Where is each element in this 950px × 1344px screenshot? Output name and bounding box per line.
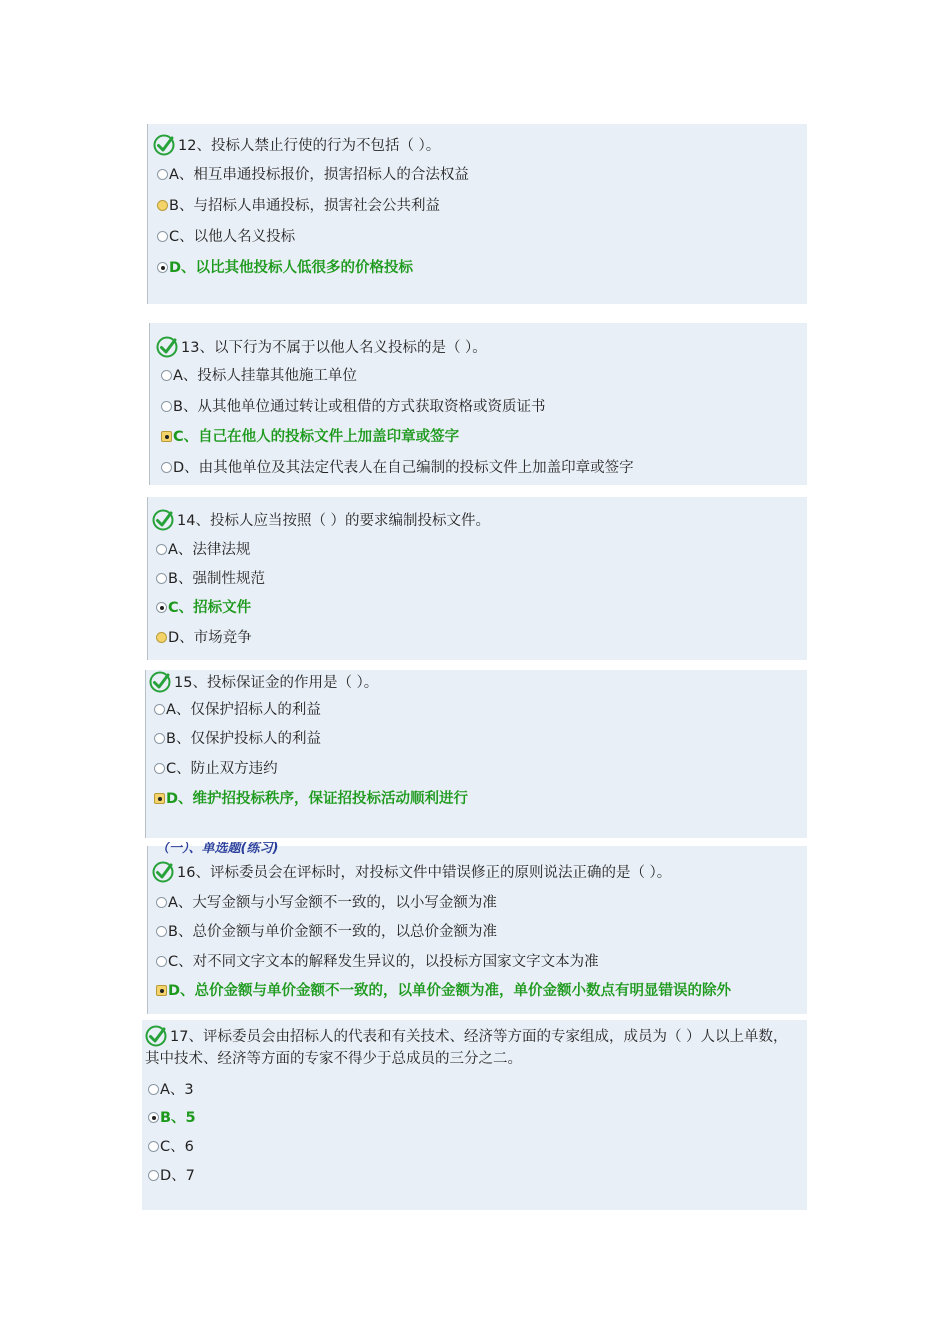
question-block-13	[149, 323, 807, 485]
check-icon	[152, 509, 176, 531]
option-c[interactable]: C、6	[148, 1137, 194, 1157]
radio-icon[interactable]	[154, 733, 165, 744]
radio-selected-icon[interactable]	[157, 262, 168, 273]
option-c[interactable]: C、对不同文字文本的解释发生异议的，以投标方国家文字文本为准	[156, 952, 599, 972]
question-text: 13、以下行为不属于以他人名义投标的是（ ）。	[156, 336, 487, 359]
option-c[interactable]: C、自己在他人的投标文件上加盖印章或签字	[161, 427, 459, 447]
option-a[interactable]: A、大写金额与小写金额不一致的，以小写金额为准	[156, 893, 497, 913]
option-a[interactable]: A、法律法规	[156, 540, 250, 560]
radio-selected-icon[interactable]	[156, 602, 167, 613]
question-block-16	[147, 842, 807, 1014]
question-block-15	[145, 670, 807, 838]
radio-icon[interactable]	[148, 1084, 159, 1095]
radio-icon[interactable]	[156, 926, 167, 937]
radio-icon[interactable]	[157, 231, 168, 242]
option-b[interactable]: B、与招标人串通投标，损害社会公共利益	[157, 196, 440, 216]
radio-icon[interactable]	[148, 1170, 159, 1181]
radio-icon[interactable]	[157, 169, 168, 180]
option-a[interactable]: A、相互串通投标报价，损害招标人的合法权益	[157, 165, 469, 185]
option-b[interactable]: B、总价金额与单价金额不一致的，以总价金额为准	[156, 922, 497, 942]
question-text: 17、评标委员会由招标人的代表和有关技术、经济等方面的专家组成，成员为（ ）人以上单数，其中技术、经济等方面的专家不得少于总成员的三分之二。	[145, 1025, 795, 1070]
option-a[interactable]: A、3	[148, 1080, 194, 1100]
radio-icon[interactable]	[161, 370, 172, 381]
radio-icon[interactable]	[154, 704, 165, 715]
option-d[interactable]: D、7	[148, 1166, 195, 1186]
option-c[interactable]: C、防止双方违约	[154, 759, 278, 779]
section-header-cut: （一）、单选题(练习)	[156, 842, 279, 854]
check-icon	[145, 1025, 169, 1047]
radio-selected-icon[interactable]	[148, 1112, 159, 1123]
option-d[interactable]: D、市场竞争	[156, 628, 252, 648]
radio-icon[interactable]	[156, 544, 167, 555]
question-text: 12、投标人禁止行使的行为不包括（ ）。	[153, 134, 440, 157]
radio-icon[interactable]	[156, 573, 167, 584]
radio-icon[interactable]	[148, 1141, 159, 1152]
check-icon	[152, 861, 176, 883]
check-icon	[156, 336, 180, 358]
radio-selected-icon[interactable]	[154, 793, 165, 804]
option-c[interactable]: C、以他人名义投标	[157, 227, 295, 247]
radio-icon[interactable]	[157, 200, 168, 211]
option-c[interactable]: C、招标文件	[156, 598, 251, 618]
radio-selected-icon[interactable]	[156, 985, 167, 996]
radio-icon[interactable]	[154, 763, 165, 774]
radio-icon[interactable]	[156, 956, 167, 967]
question-text: 15、投标保证金的作用是（ ）。	[149, 671, 378, 694]
option-b[interactable]: B、仅保护投标人的利益	[154, 729, 321, 749]
radio-icon[interactable]	[156, 632, 167, 643]
question-block-14	[147, 497, 807, 660]
question-block-12	[147, 124, 807, 304]
check-icon	[153, 134, 177, 156]
option-a[interactable]: A、投标人挂靠其他施工单位	[161, 366, 357, 386]
question-text: 14、投标人应当按照（ ）的要求编制投标文件。	[152, 509, 490, 532]
check-icon	[149, 671, 173, 693]
option-b[interactable]: B、从其他单位通过转让或租借的方式获取资格或资质证书	[161, 397, 545, 417]
option-d[interactable]: D、由其他单位及其法定代表人在自己编制的投标文件上加盖印章或签字	[161, 458, 634, 478]
option-d[interactable]: D、维护招投标秩序，保证招投标活动顺利进行	[154, 789, 468, 809]
radio-icon[interactable]	[161, 401, 172, 412]
radio-selected-icon[interactable]	[161, 431, 172, 442]
option-a[interactable]: A、仅保护招标人的利益	[154, 700, 321, 720]
radio-icon[interactable]	[161, 462, 172, 473]
radio-icon[interactable]	[156, 897, 167, 908]
option-b[interactable]: B、强制性规范	[156, 569, 265, 589]
question-block-17	[142, 1020, 807, 1210]
option-d[interactable]: D、以比其他投标人低很多的价格投标	[157, 258, 413, 278]
question-text: 16、评标委员会在评标时，对投标文件中错误修正的原则说法正确的是（ ）。	[152, 861, 671, 884]
option-b[interactable]: B、5	[148, 1108, 196, 1128]
option-d[interactable]: D、总价金额与单价金额不一致的，以单价金额为准，单价金额小数点有明显错误的除外	[156, 981, 731, 1001]
